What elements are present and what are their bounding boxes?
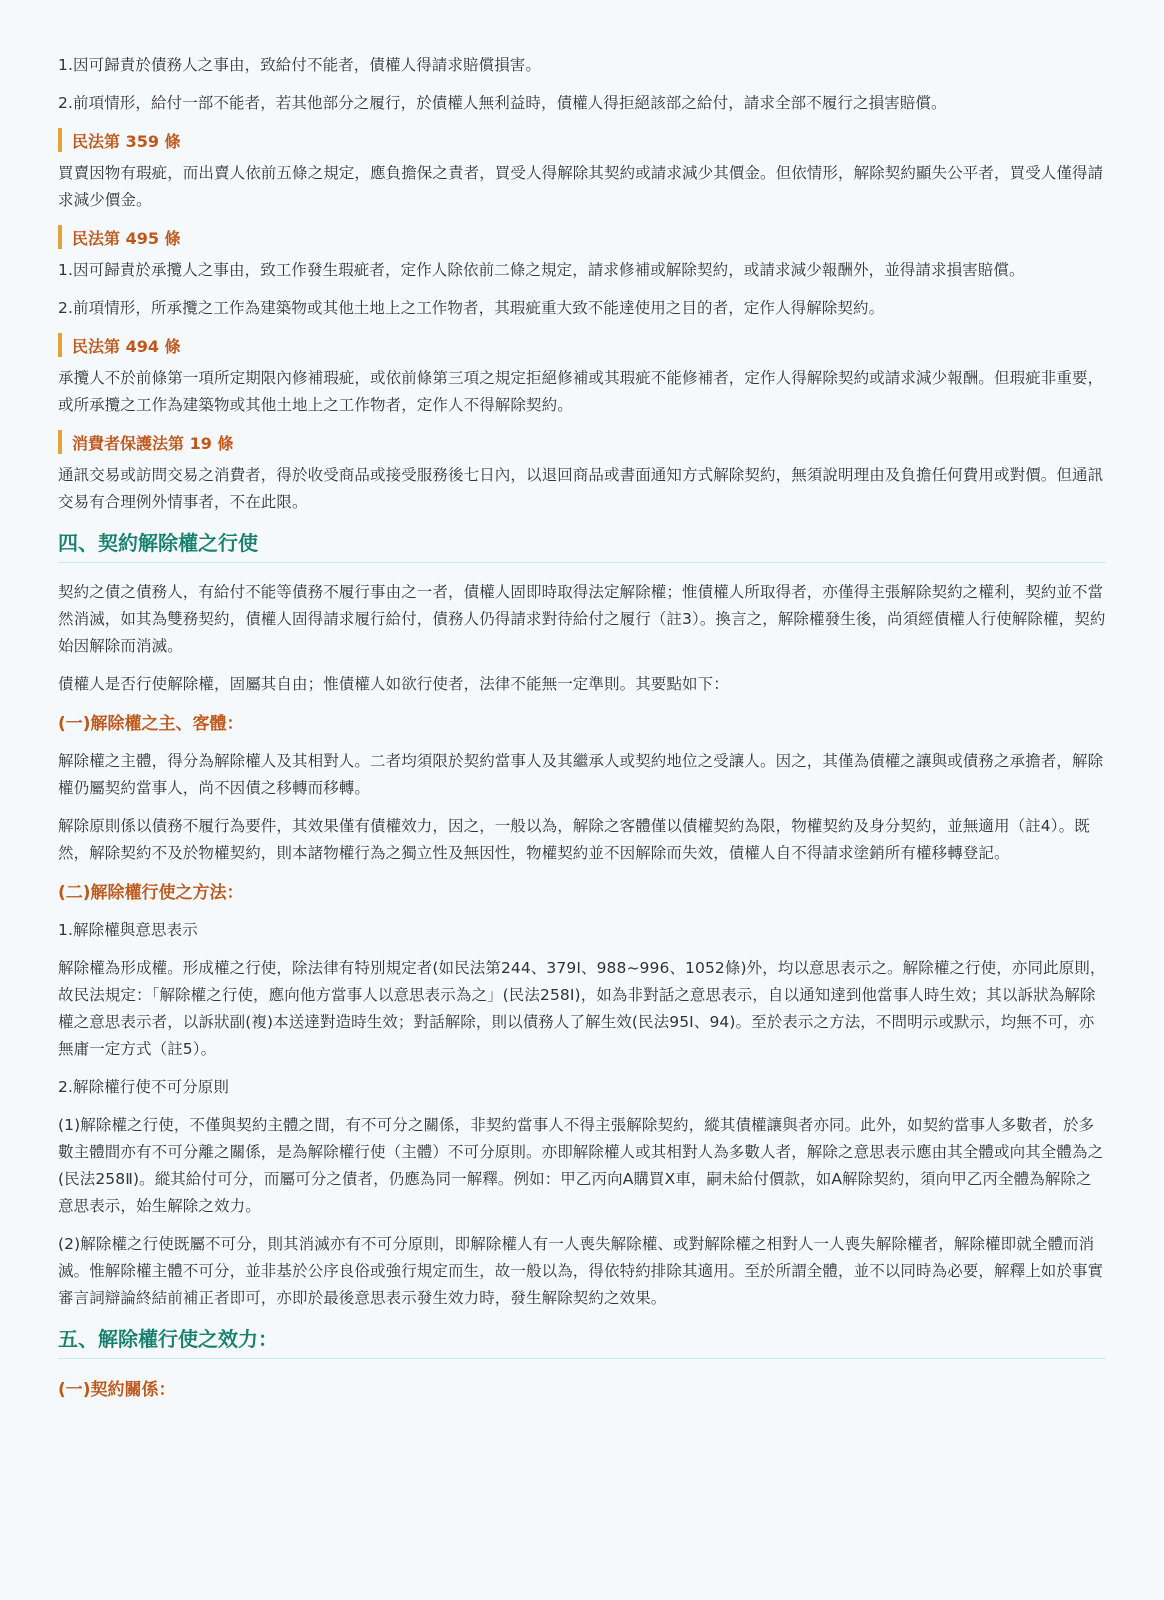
law-text: 2.前項情形，所承攬之工作為建築物或其他土地上之工作物者，其瑕疵重大致不能達使用之目的者，定作人得解除契約。 xyxy=(58,299,885,317)
section-heading-5: 五、解除權行使之效力： xyxy=(58,1323,1106,1359)
law-text: 承攬人不於前條第一項所定期限內修補瑕疵，或依前條第三項之規定拒絕修補或其瑕疵不能修補者，定作人得解除契約或請求減少報酬。但瑕疵非重要，或所承攬之工作為建築物或其他土地上之工作物者，定作人不得解除契約。 xyxy=(58,369,1104,414)
law-heading-label: 民法第 494 條 xyxy=(72,336,181,356)
item-heading: 1.解除權與意思表示 xyxy=(58,921,198,939)
paragraph: 債權人是否行使解除權，固屬其自由；惟債權人如欲行使者，法律不能無一定準則。其要點如下： xyxy=(58,675,729,693)
paragraph: 2.前項情形，給付一部不能者，若其他部分之履行，於債權人無利益時，債權人得拒絕該部之給付，請求全部不履行之損害賠償。 xyxy=(58,94,947,112)
paragraph: 解除權之主體，得分為解除權人及其相對人。二者均須限於契約當事人及其繼承人或契約地位之受讓人。因之，其僅為債權之讓與或債務之承擔者，解除權仍屬契約當事人，尚不因債之移轉而移轉。 xyxy=(58,752,1104,797)
law-heading-494 xyxy=(58,333,1106,357)
paragraph: (1)解除權之行使，不僅與契約主體之間，有不可分之關係，非契約當事人不得主張解除契約，縱其債權讓與者亦同。此外，如契約當事人多數者，於多數主體間亦有不可分離之關係，是為解除權行使（主體）不可分原則。亦即解除權人或其相對人為多數人者，解除之意思表示應由其全體或向其全體為之(民法258Ⅱ)。縱其給付可分，而屬可分之債者，仍應為同一解釋。例如：甲乙丙向A購買X車，嗣未給付價款，如A解除契約，須向甲乙丙全體為解除之意思表示，始生解除之效力。 xyxy=(58,1116,1104,1215)
law-heading-label: 民法第 359 條 xyxy=(72,131,181,151)
law-text: 1.因可歸責於承攬人之事由，致工作發生瑕疵者，定作人除依前二條之規定，請求修補或解除契約，或請求減少報酬外，並得請求損害賠償。 xyxy=(58,261,1025,279)
accent-bar xyxy=(58,430,62,454)
accent-bar xyxy=(58,333,62,357)
law-heading-label: 民法第 495 條 xyxy=(72,228,181,248)
law-heading-359 xyxy=(58,128,1106,152)
accent-bar xyxy=(58,128,62,152)
subsection-heading: (一)契約關係： xyxy=(58,1380,176,1400)
subsection-heading: (二)解除權行使之方法： xyxy=(58,883,244,903)
subsection-heading: (一)解除權之主、客體： xyxy=(58,714,244,734)
law-text: 通訊交易或訪問交易之消費者，得於收受商品或接受服務後七日內，以退回商品或書面通知方式解除契約，無須說明理由及負擔任何費用或對價。但通訊交易有合理例外情事者，不在此限。 xyxy=(58,466,1104,511)
paragraph: 解除原則係以債務不履行為要件，其效果僅有債權效力，因之，一般以為，解除之客體僅以債權契約為限，物權契約及身分契約，並無適用（註4）。既然，解除契約不及於物權契約，則本諸物權行為之獨立性及無因性，物權契約並不因解除而失效，債權人自不得請求塗銷所有權移轉登記。 xyxy=(58,817,1090,862)
law-heading-label: 消費者保護法第 19 條 xyxy=(72,433,234,453)
paragraph: 契約之債之債務人，有給付不能等債務不履行事由之一者，債權人固即時取得法定解除權；惟債權人所取得者，亦僅得主張解除契約之權利，契約並不當然消滅，如其為雙務契約，債權人固得請求履行給付，債務人仍得請求對待給付之履行（註3）。換言之，解除權發生後，尚須經債權人行使解除權，契約始因解除而消滅。 xyxy=(58,583,1106,655)
accent-bar xyxy=(58,225,62,249)
paragraph: 1.因可歸責於債務人之事由，致給付不能者，債權人得請求賠償損害。 xyxy=(58,56,541,74)
law-text: 買賣因物有瑕疵，而出賣人依前五條之規定，應負擔保之責者，買受人得解除其契約或請求減少其價金。但依情形，解除契約顯失公平者，買受人僅得請求減少價金。 xyxy=(58,164,1104,209)
paragraph: 解除權為形成權。形成權之行使，除法律有特別規定者(如民法第244、379Ⅰ、988~996、1052條)外，均以意思表示之。解除權之行使，亦同此原則，故民法規定：「解除權之行使，應向他方當事人以意思表示為之」(民法258Ⅰ)，如為非對話之意思表示，自以通知達到他當事人時生效；其以訴狀為解除權之意思表示者，以訴狀副(複)本送達對造時生效；對話解除，則以債務人了解生效(民法95Ⅰ、94)。至於表示之方法，不問明示或默示，均無不可，亦無庸一定方式（註5）。 xyxy=(58,959,1106,1058)
paragraph: (2)解除權之行使既屬不可分，則其消滅亦有不可分原則，即解除權人有一人喪失解除權、或對解除權之相對人一人喪失解除權者，解除權即就全體而消滅。惟解除權主體不可分，並非基於公序良俗或強行規定而生，故一般以為，得依特約排除其適用。至於所謂全體，並不以同時為必要，解釋上如於事實審言詞辯論終結前補正者即可，亦即於最後意思表示發生效力時，發生解除契約之效果。 xyxy=(58,1235,1104,1307)
section-heading-4: 四、契約解除權之行使 xyxy=(58,527,1106,563)
item-heading: 2.解除權行使不可分原則 xyxy=(58,1078,229,1096)
law-heading-495 xyxy=(58,225,1106,249)
law-heading-consumer-19 xyxy=(58,430,1106,454)
